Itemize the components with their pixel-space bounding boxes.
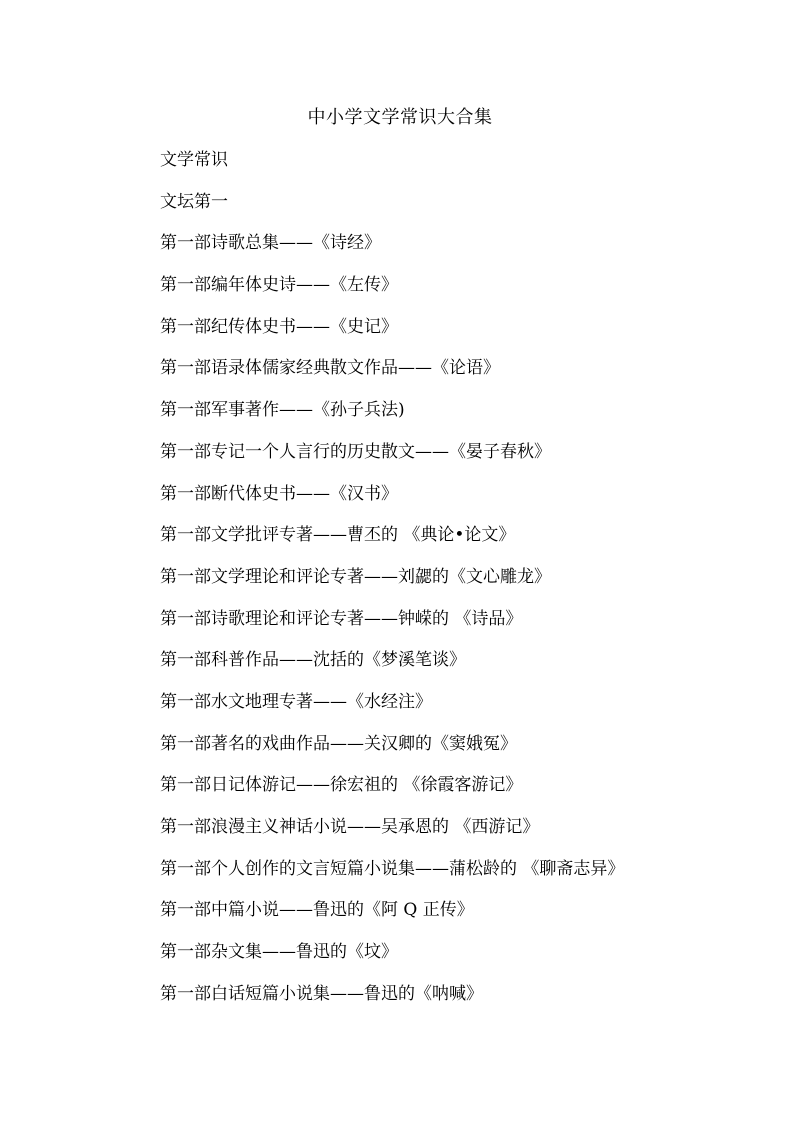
text-line: 第一部著名的戏曲作品——关汉卿的《窦娥冤》 — [160, 733, 517, 754]
text-line: 第一部水文地理专著——《水经注》 — [160, 691, 432, 712]
text-line: 文学常识 — [160, 150, 228, 170]
document-title: 中小学文学常识大合集 — [307, 107, 493, 128]
text-line: 第一部个人创作的文言短篇小说集——蒲松龄的 《聊斋志异》 — [160, 858, 625, 879]
text-line: 第一部文学理论和评论专著——刘勰的《文心雕龙》 — [160, 566, 551, 587]
text-line: 文坛第一 — [160, 191, 228, 212]
text-line: 第一部纪传体史书——《史记》 — [160, 316, 398, 337]
text-line: 第一部诗歌理论和评论专著——钟嵘的 《诗品》 — [160, 608, 523, 629]
text-line: 第一部杂文集——鲁迅的《坟》 — [160, 942, 398, 963]
text-line: 第一部中篇小说——鲁迅的《阿 Q 正传》 — [160, 900, 474, 921]
text-line: 第一部军事著作——《孙子兵法) — [160, 400, 405, 421]
document-body — [160, 148, 780, 1023]
text-line: 第一部白话短篇小说集——鲁迅的《呐喊》 — [160, 983, 483, 1004]
text-line: 第一部科普作品——沈括的《梦溪笔谈》 — [160, 650, 466, 671]
text-line: 第一部编年体史诗——《左传》 — [160, 275, 398, 296]
text-line: 第一部浪漫主义神话小说——吴承恩的 《西游记》 — [160, 817, 540, 837]
text-line: 第一部断代体史书——《汉书》 — [160, 483, 398, 504]
text-line: 第一部日记体游记——徐宏祖的 《徐霞客游记》 — [160, 775, 523, 796]
text-line: 第一部语录体儒家经典散文作品——《论语》 — [160, 358, 500, 379]
text-line: 第一部专记一个人言行的历史散文——《晏子春秋》 — [160, 441, 551, 462]
text-line: 第一部诗歌总集——《诗经》 — [160, 233, 381, 254]
text-line: 第一部文学批评专著——曹丕的 《典论•论文》 — [160, 525, 516, 546]
